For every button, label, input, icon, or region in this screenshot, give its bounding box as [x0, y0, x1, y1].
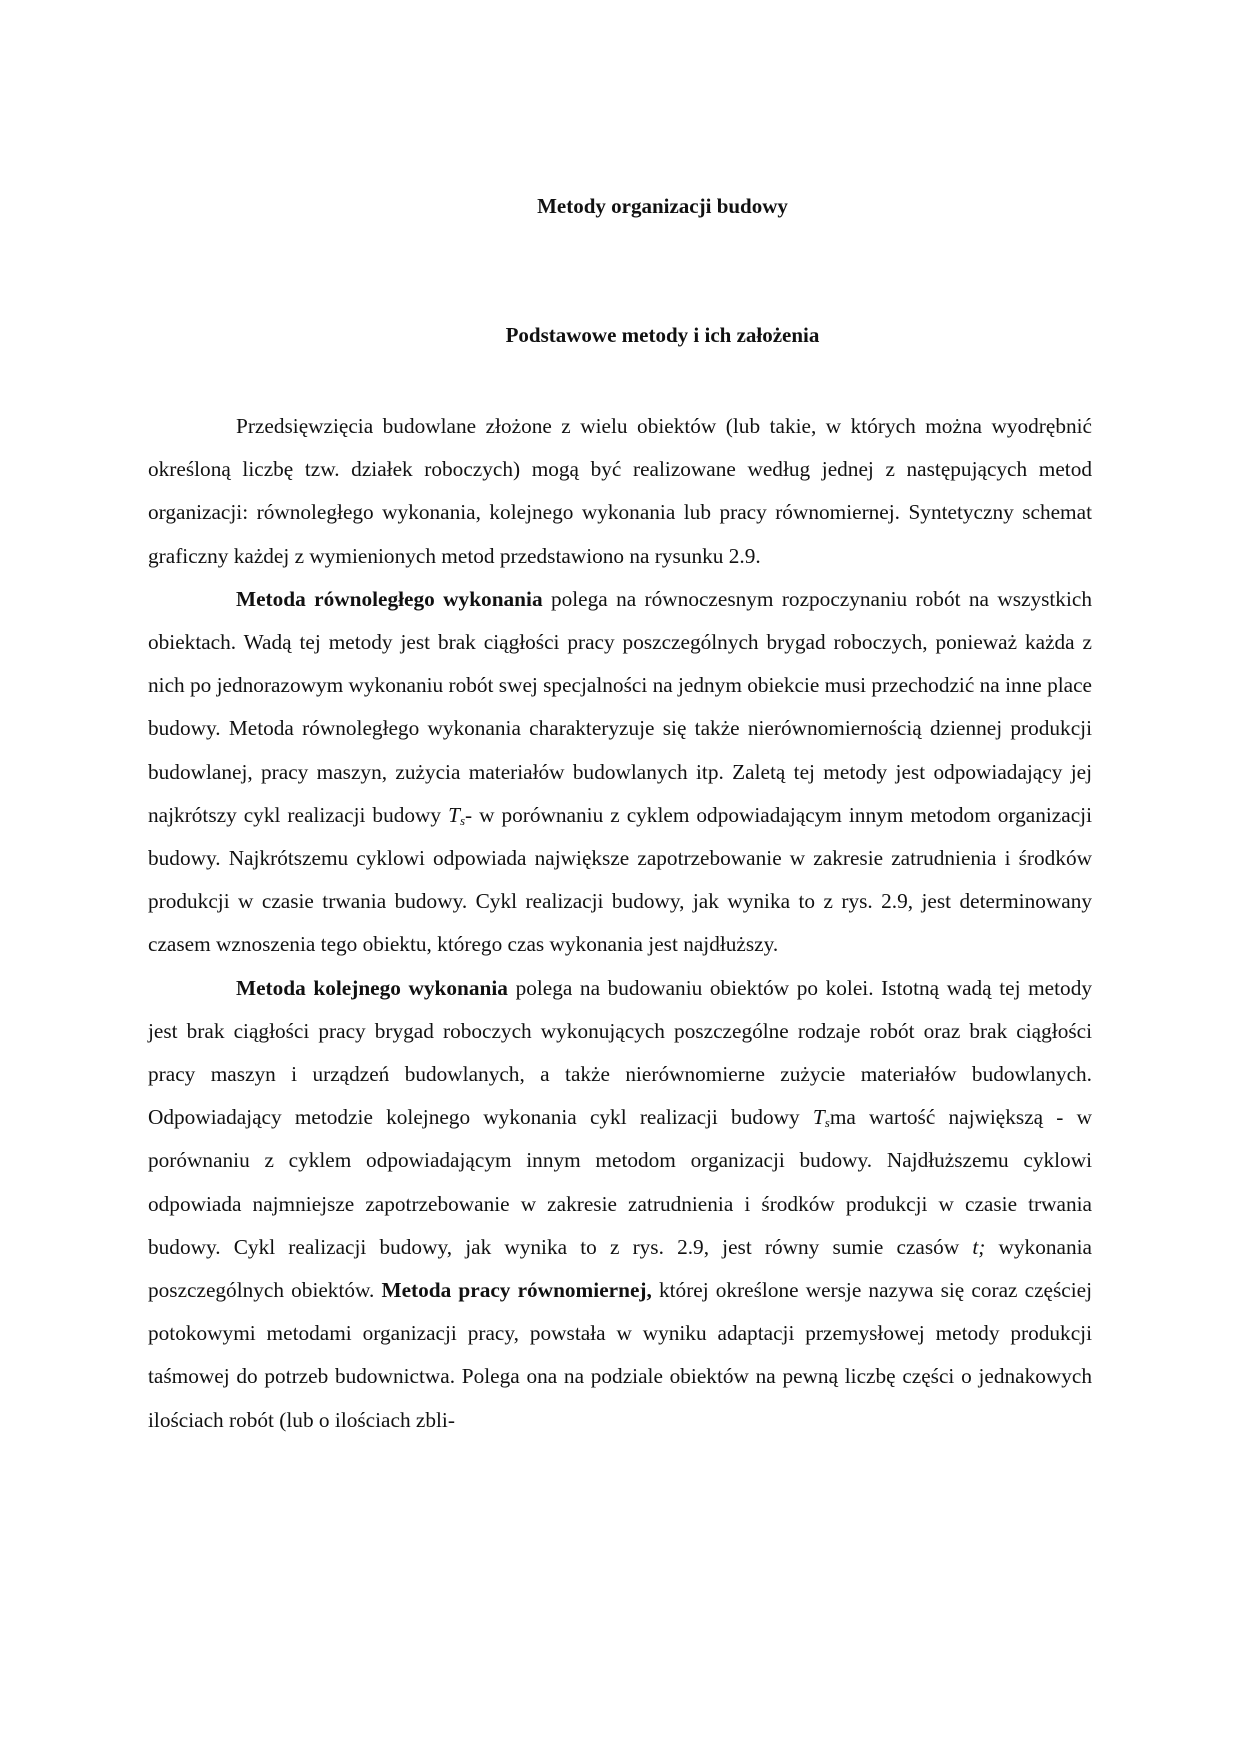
symbol-ts — [813, 1105, 830, 1129]
paragraph-text: polega na równoczesnym rozpoczynaniu robót na wszystkich obiektach. Wadą tej metody jest brak ciągłości pracy poszczególnych brygad roboczych, ponieważ każda z nich po jednorazowym wykonaniu robót swej specjalności na jednym obiekcie musi przechodzić na inne place budowy. Metoda równoległego wykonania charakteryzuje się także nierównomiernością dziennej produkcji budowlanej, pracy maszyn, zużycia materiałów budowlanych itp. Zaletą tej metody jest odpowiadający jej najkrótszy cykl realizacji budowy — [148, 586, 1092, 827]
symbol-letter: T — [448, 802, 460, 827]
paragraph-intro-text: Przedsięwzięcia budowlane złożone z wielu obiektów (lub takie, w których można wyodrębnić określoną liczbę tzw. działek roboczych) mogą być realizowane według jednej z następujących metod organizacji: równoległego wykonania, kolejnego wykonania lub pracy równomiernej. Syntetyczny schemat graficzny każdej z wymienionych metod przedstawiono na rysunku 2.9. — [148, 414, 1092, 568]
paragraph-intro — [148, 405, 1092, 578]
paragraph-sequential-method — [148, 967, 1092, 1442]
paragraph-parallel-method — [148, 578, 1092, 967]
paragraph-text: polega na budowaniu obiektów po kolei. Istotną wadą tej metody jest brak ciągłości pracy brygad roboczych wykonujących poszczególne rodzaje robót oraz brak ciągłości pracy maszyn i urządzeń budowlanych, a także nierównomierne zużycie materiałów budowlanych. Odpowiadający metodzie kolejnego wykonania cykl realizacji budowy — [148, 975, 1092, 1130]
symbol-ti: t; — [972, 1234, 986, 1259]
symbol-subscript: s — [459, 812, 465, 828]
symbol-letter: T — [812, 1105, 825, 1130]
paragraph-text: ma wartość największą - w porównaniu z cyklem odpowiadającym innym metodom organizacji budowy. Najdłuższemu cyklowi odpowiada najmniejsze zapotrzebowanie w zakresie zatrudnienia i środków produkcji w czasie trwania budowy. Cykl realizacji budowy, jak wynika to z rys. 2.9, jest równy sumie czasów — [148, 1105, 1092, 1259]
paragraph-text: - w porównaniu z cyklem odpowiadającym innym metodom organizacji budowy. Najkrótszemu cyklowi odpowiada największe zapotrzebowanie w zakresie zatrudnienia i środków produkcji w czasie trwania budowy. Cykl realizacji budowy, jak wynika to z rys. 2.9, jest determinowany czasem wznoszenia tego obiektu, którego czas wykonania jest najdłuższy. — [148, 802, 1092, 957]
term-sequential-method: Metoda kolejnego wykonania — [236, 975, 508, 1000]
symbol-ts — [448, 803, 465, 827]
section-heading: Podstawowe metody i ich założenia — [505, 323, 820, 347]
symbol-subscript: s — [824, 1115, 830, 1131]
term-uniform-method: Metoda pracy równomiernej, — [381, 1278, 652, 1303]
paragraph-text: wykonania poszczególnych obiektów. — [148, 1234, 1092, 1303]
document-title: Metody organizacji budowy — [537, 194, 788, 218]
paragraph-text: której określone wersje nazywa się coraz częściej potokowymi metodami organizacji pracy, powstała w wyniku adaptacji przemysłowej metody produkcji taśmowej do potrzeb budownictwa. Polega ona na podziale obiektów na pewną liczbę części o jednakowych ilościach robót (lub o ilościach zbli- — [148, 1278, 1093, 1432]
body-text — [148, 405, 1092, 1442]
term-parallel-method: Metoda równoległego wykonania — [236, 586, 543, 611]
